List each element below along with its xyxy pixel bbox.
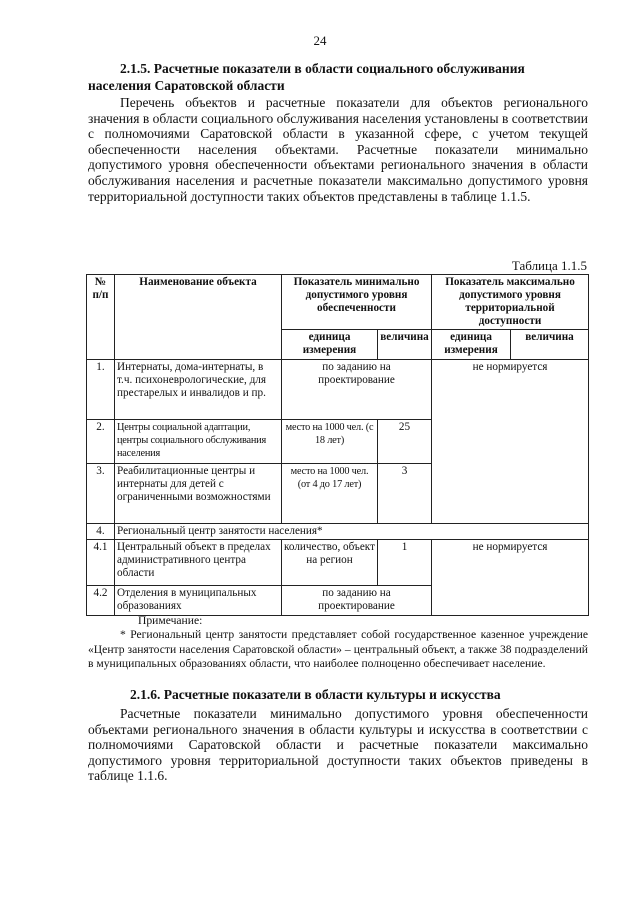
row-value: 3 bbox=[378, 464, 432, 524]
table-caption: Таблица 1.1.5 bbox=[511, 258, 587, 273]
row-value: 1 bbox=[378, 540, 432, 586]
row-name: Региональный центр занятости населения* bbox=[115, 524, 589, 540]
row-unit: количество, объект на регион bbox=[282, 540, 378, 586]
row-max-indicator: не нормируется bbox=[432, 360, 589, 524]
header-min-group: Показатель минимально допустимого уровня обеспеченности bbox=[282, 275, 432, 330]
row-num: 4.1 bbox=[87, 540, 115, 586]
row-num: 4.2 bbox=[87, 586, 115, 616]
header-name: Наименование объекта bbox=[115, 275, 282, 360]
row-value: 25 bbox=[378, 420, 432, 464]
header-value-min: величина bbox=[378, 330, 432, 360]
row-min-indicator: по заданию на проектирование bbox=[282, 586, 432, 616]
header-unit-max: единица измерения bbox=[432, 330, 511, 360]
row-num: 1. bbox=[87, 360, 115, 420]
row-unit: место на 1000 чел. (с 18 лет) bbox=[282, 420, 378, 464]
row-min-indicator: по заданию на проектирование bbox=[282, 360, 432, 420]
header-max-group: Показатель максимально допустимого уровня территориальной доступности bbox=[432, 275, 589, 330]
row-name: Центральный объект в пределах административного центра области bbox=[115, 540, 282, 586]
section-title-social: 2.1.5. Расчетные показатели в области социального обслуживания населения Саратовской области bbox=[88, 61, 525, 93]
note-label: Примечание: bbox=[138, 614, 203, 627]
section-title-culture: 2.1.6. Расчетные показатели в области культуры и искусства bbox=[130, 687, 501, 702]
row-name: Интернаты, дома-интернаты, в т.ч. психоневрологические, для престарелых и инвалидов и пр. bbox=[115, 360, 282, 420]
row-num: 3. bbox=[87, 464, 115, 524]
note-text: * Региональный центр занятости представляет собой государственное казенное учреждение «Центр занятости населения Саратовской области» – центральный объект, а также 38 подразделений в муниципальных образованиях области, что наиболее полноценно обеспечивает население. bbox=[88, 628, 588, 670]
row-name: Центры социальной адаптации, центры социального обслуживания населения bbox=[115, 420, 282, 464]
indicators-table bbox=[86, 274, 589, 616]
table-header-row bbox=[87, 275, 589, 330]
table-row bbox=[87, 524, 589, 540]
row-num: 2. bbox=[87, 420, 115, 464]
row-name: Отделения в муниципальных образованиях bbox=[115, 586, 282, 616]
table-row bbox=[87, 360, 589, 420]
section-paragraph-culture: Расчетные показатели минимально допустимого уровня обеспеченности объектами регионального значения в области культуры и искусства в соответствии с полномочиями Саратовской области и расчетные показатели максимально допустимого уровня территориальной доступности таких объектов приведены в таблице 1.1.6. bbox=[88, 706, 588, 784]
row-unit: место на 1000 чел. (от 4 до 17 лет) bbox=[282, 464, 378, 524]
row-max-indicator: не нормируется bbox=[432, 540, 589, 616]
header-num: № п/п bbox=[87, 275, 115, 360]
header-unit-min: единица измерения bbox=[282, 330, 378, 360]
header-value-max: величина bbox=[511, 330, 589, 360]
row-name: Реабилитационные центры и интернаты для детей с ограниченными возможностями bbox=[115, 464, 282, 524]
table-row bbox=[87, 540, 589, 586]
page-number: 24 bbox=[313, 33, 327, 48]
row-num: 4. bbox=[87, 524, 115, 540]
section-paragraph-social: Перечень объектов и расчетные показатели для объектов регионального значения в области социального обслуживания населения установлены в соответствии с полномочиями Саратовской области в указанной сфере, с учетом текущей обеспеченности населения объектами. Расчетные показатели минимально допустимого уровня обеспеченности объектами регионального значения в области обслуживания населения и расчетные показатели максимально допустимого уровня территориальной доступности таких объектов представлены в таблице 1.1.5. bbox=[88, 95, 588, 204]
